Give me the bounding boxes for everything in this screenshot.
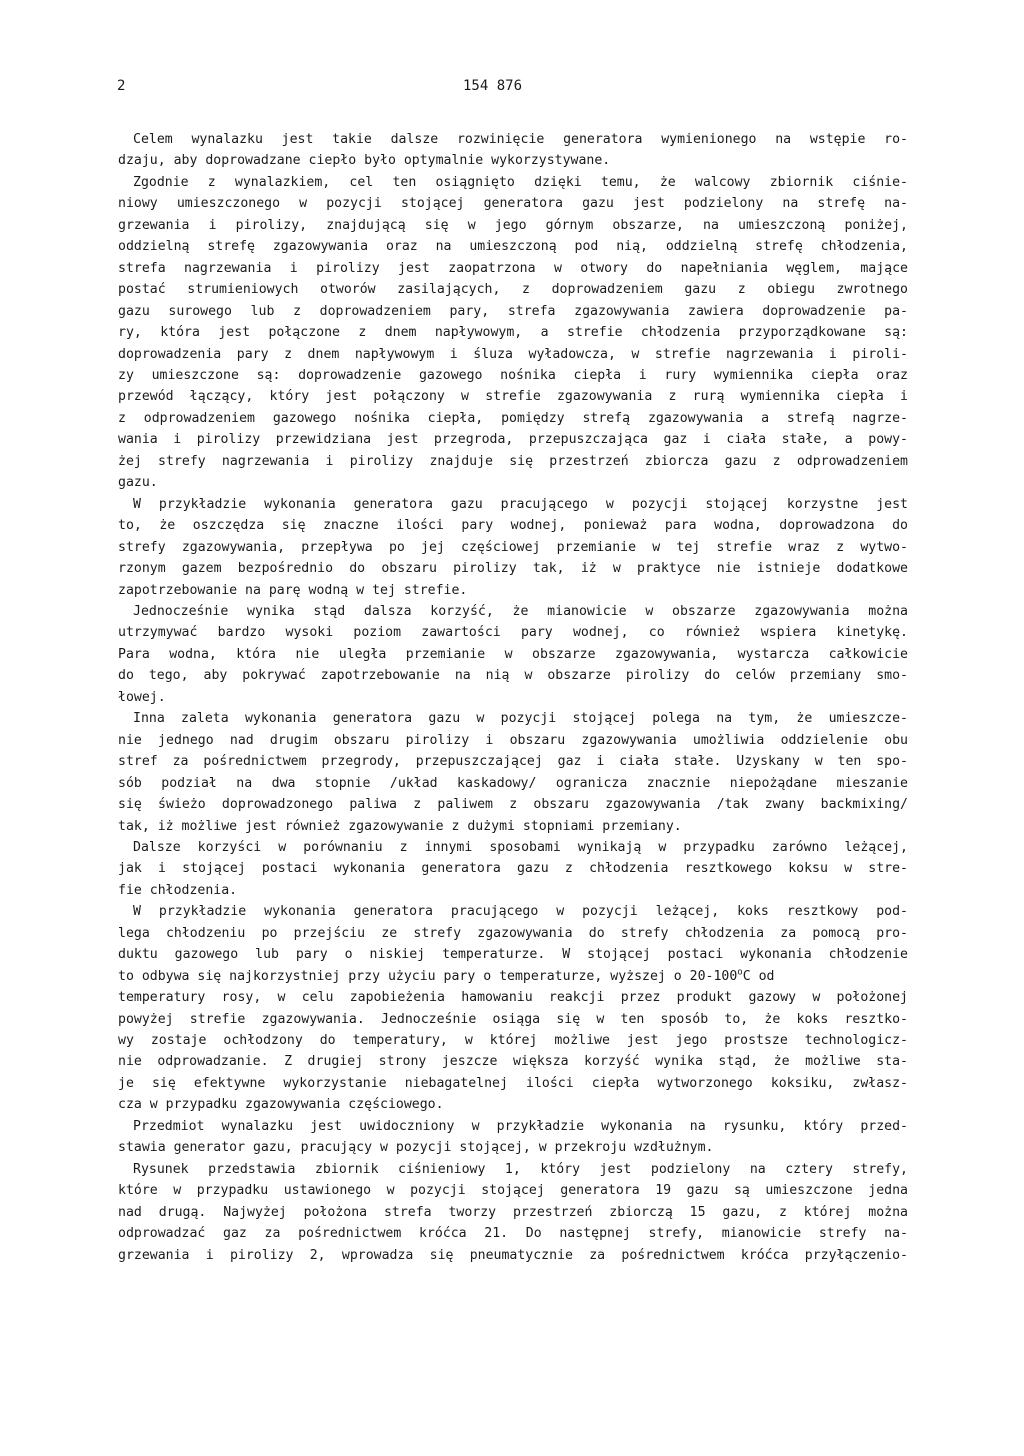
text-line: postać strumieniowych otworów zasilających, z doprowadzeniem gazu z obiegu zwrotnego [118, 282, 908, 298]
text-line: niowy umieszczonego w pozycji stojącej generatora gazu jest podzielony na strefę na- [118, 196, 908, 212]
text-line: Para wodna, która nie uległa przemianie w obszarze zgazowywania, wystarcza całkowicie [118, 646, 908, 662]
text-line: duktu gazowego lub pary o niskiej temperaturze. W stojącej postaci wykonania chłodzenie [118, 947, 908, 963]
text-line: cza w przypadku zgazowywania częściowego. [118, 1097, 444, 1113]
text-line: temperatury rosy, w celu zapobieżenia hamowaniu reakcji przez produkt gazowy w położonej [118, 990, 908, 1006]
text-line: gazu surowego lub z doprowadzeniem pary, strefa zgazowywania zawiera doprowadzenie pa- [118, 303, 908, 319]
text-line: strefy zgazowywania, przepływa po jej częściowej przemianie w tej strefie wraz z wytwo- [118, 539, 908, 555]
text-line: nie odprowadzanie. Z drugiej strony jeszcze większa korzyść wynika stąd, że możliwe sta- [118, 1054, 908, 1070]
text-line: do tego, aby pokrywać zapotrzebowanie na nią w obszarze pirolizy do celów przemiany smo- [118, 668, 908, 684]
text-line: nie jednego nad drugim obszaru pirolizy i obszaru zgazowywania umożliwia oddzielenie obu [118, 732, 908, 748]
text-line: utrzymywać bardzo wysoki poziom zawartości pary wodnej, co również wspiera kinetykę. [118, 625, 908, 641]
text-line: tak, iż możliwe jest również zgazowywanie z dużymi stopniami przemiany. [118, 818, 682, 834]
text-line: Celem wynalazku jest takie dalsze rozwinięcie generatora wymienionego na wstępie ro- [133, 132, 908, 147]
text-line: Rysunek przedstawia zbiornik ciśnieniowy 1, który jest podzielony na cztery strefy, [133, 1161, 908, 1177]
text-line: Dalsze korzyści w porównaniu z innymi sposobami wynikają w przypadku zarówno leżącej, [133, 839, 908, 855]
text-line: grzewania i pirolizy, znajdującą się w jego górnym obszarze, na umieszczoną poniżej, [118, 217, 908, 233]
text-line: Inna zaleta wykonania generatora gazu w pozycji stojącej polega na tym, że umieszcze- [133, 711, 908, 727]
text-line: nad drugą. Najwyżej położona strefa tworzy przestrzeń zbiorczą 15 gazu, z której można [118, 1204, 908, 1220]
text-line-with-superscript [118, 966, 908, 987]
text-line: Zgodnie z wynalazkiem, cel ten osiągnięto dzięki temu, że walcowy zbiornik ciśnie- [133, 174, 908, 190]
page-header [117, 78, 917, 102]
text-line: stref za pośrednictwem przegrody, przepuszczającej gaz i ciała stałe. Uzyskany w ten spo- [118, 754, 908, 770]
text-line: rzonym gazem bezpośrednio do obszaru pirolizy tak, iż w praktyce nie istnieje dodatkowe [118, 561, 908, 577]
text-line: Przedmiot wynalazku jest uwidoczniony w przykładzie wykonania na rysunku, który przed- [133, 1118, 908, 1134]
degree-superscript: o [737, 967, 743, 978]
text-line: oddzielną strefę zgazowywania oraz na umieszczoną pod nią, oddzielną strefę chłodzenia, [118, 239, 908, 255]
text-line: zapotrzebowanie na parę wodną w tej strefie. [118, 582, 468, 598]
text-line: żej strefy nagrzewania i pirolizy znajduje się przestrzeń zbiorcza gazu z odprowadzeniem [118, 453, 908, 469]
text-line: łowej. [118, 689, 166, 705]
text-line: się świeżo doprowadzonego paliwa z paliwem z obszaru zgazowywania /tak zwany backmixing/ [118, 797, 908, 813]
text-line: je się efektywne wykorzystanie niebagatelnej ilości ciepła wytworzonego koksiku, zwłasz- [118, 1075, 908, 1091]
text-line: jak i stojącej postaci wykonania generatora gazu z chłodzenia resztkowego koksu w stre- [118, 861, 908, 877]
text-line: strefa nagrzewania i pirolizy jest zaopatrzona w otwory do napełniania węglem, mające [118, 260, 908, 276]
text-fragment: C od [742, 968, 775, 984]
text-line: fie chłodzenia. [118, 882, 238, 898]
text-line: to, że oszczędza się znaczne ilości pary wodnej, ponieważ para wodna, doprowadzona do [118, 518, 908, 534]
text-line: stawia generator gazu, pracujący w pozycji stojącej, w przekroju wzdłużnym. [118, 1140, 714, 1156]
text-line: zy umieszczone są: doprowadzenie gazowego nośnika ciepła i rury wymiennika ciepła oraz [118, 367, 908, 383]
patent-number: 154 876 [463, 78, 523, 94]
text-fragment: to odbywa się najkorzystniej przy użyciu pary o temperaturze, wyższej o 20-100 [118, 968, 738, 984]
text-line: gazu. [118, 475, 158, 491]
text-line: dzaju, aby doprowadzane ciepło było optymalnie wykorzystywane. [118, 153, 611, 169]
text-line: doprowadzenia pary z dnem napływowym i śluza wyładowcza, w strefie nagrzewania i piroli- [118, 346, 908, 362]
text-line: sób podział na dwa stopnie /układ kaskadowy/ ogranicza znacznie niepożądane mieszanie [118, 775, 908, 791]
text-line: które w przypadku ustawionego w pozycji stojącej generatora 19 gazu są umieszczone jedna [118, 1183, 908, 1199]
text-line: przewód łączący, który jest połączony w strefie zgazowywania z rurą wymiennika ciepła i [118, 389, 908, 405]
text-line: odprowadzać gaz za pośrednictwem króćca 21. Do następnej strefy, mianowicie strefy na- [118, 1226, 908, 1242]
page-number: 2 [117, 78, 126, 94]
text-line: ry, która jest połączone z dnem napływowym, a strefie chłodzenia przyporządkowane są: [118, 325, 908, 341]
text-line: W przykładzie wykonania generatora gazu pracującego w pozycji stojącej korzystne jest [133, 496, 908, 512]
text-line: W przykładzie wykonania generatora pracującego w pozycji leżącej, koks resztkowy pod- [133, 904, 908, 920]
text-line: lega chłodzeniu po przejściu ze strefy zgazowywania do strefy chłodzenia za pomocą pro- [118, 925, 908, 941]
text-line: z odprowadzeniem gazowego nośnika ciepła, pomiędzy strefą zgazowywania a strefą nagrze- [118, 410, 908, 426]
text-line: grzewania i pirolizy 2, wprowadza się pneumatycznie za pośrednictwem króćca przyłączenio- [118, 1247, 908, 1263]
text-line: powyżej strefie zgazowywania. Jednocześnie osiąga się w ten sposób to, że koks resztko- [118, 1011, 908, 1027]
text-body [118, 129, 908, 1266]
text-line: Jednocześnie wynika stąd dalsza korzyść, że mianowicie w obszarze zgazowywania można [133, 603, 908, 619]
text-line: wania i pirolizy przewidziana jest przegroda, przepuszczająca gaz i ciała stałe, a powy- [118, 432, 908, 448]
text-line: wy zostaje ochłodzony do temperatury, w której możliwe jest jego prostsze technologicz- [118, 1033, 908, 1049]
